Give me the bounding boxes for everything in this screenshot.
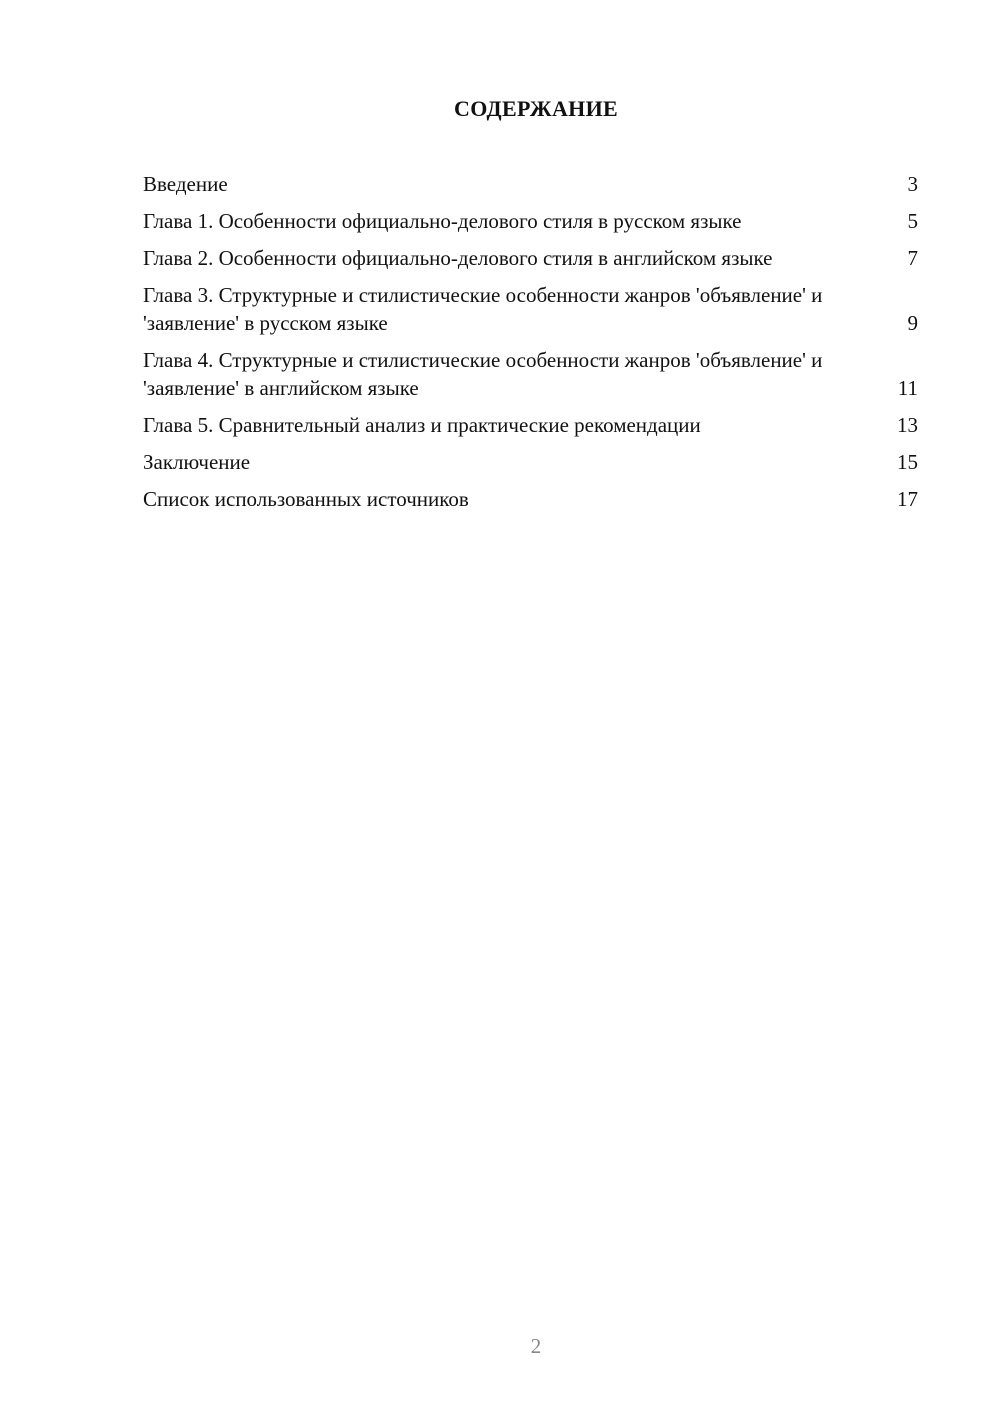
toc-title: СОДЕРЖАНИЕ (454, 96, 618, 121)
toc-item-introduction (143, 170, 918, 198)
toc-item-text: Глава 4. Структурные и стилистические особенности жанров 'объявление' и 'заявление' в английском языке (143, 348, 823, 400)
toc-item-chapter-5 (143, 411, 918, 439)
toc-item-text: Глава 2. Особенности официально-делового стиля в английском языке (143, 246, 773, 270)
toc-item-page: 5 (907, 209, 918, 233)
toc-item-text: Введение (143, 172, 228, 196)
toc-item-page: 9 (907, 311, 918, 335)
toc-item-chapter-1 (143, 207, 918, 235)
toc-item-conclusion (143, 448, 918, 476)
toc-item-references (143, 485, 918, 513)
toc-item-chapter-3 (143, 281, 918, 337)
toc-item-text: Список использованных источников (143, 487, 469, 511)
toc-item-chapter-2 (143, 244, 918, 272)
toc-item-page: 7 (907, 246, 918, 270)
toc-item-page: 15 (897, 450, 918, 474)
toc-item-page: 13 (897, 413, 918, 437)
toc-item-text: Заключение (143, 450, 251, 474)
toc-item-page: 3 (907, 172, 918, 196)
table-of-contents (143, 170, 918, 522)
page-number: 2 (530, 1334, 542, 1358)
toc-item-page: 11 (897, 376, 918, 400)
toc-item-text: Глава 5. Сравнительный анализ и практические рекомендации (143, 413, 701, 437)
toc-item-text: Глава 3. Структурные и стилистические особенности жанров 'объявление' и 'заявление' в русском языке (143, 283, 823, 335)
toc-item-text: Глава 1. Особенности официально-делового стиля в русском языке (143, 209, 742, 233)
toc-item-page: 17 (897, 487, 918, 511)
toc-item-chapter-4 (143, 346, 918, 402)
